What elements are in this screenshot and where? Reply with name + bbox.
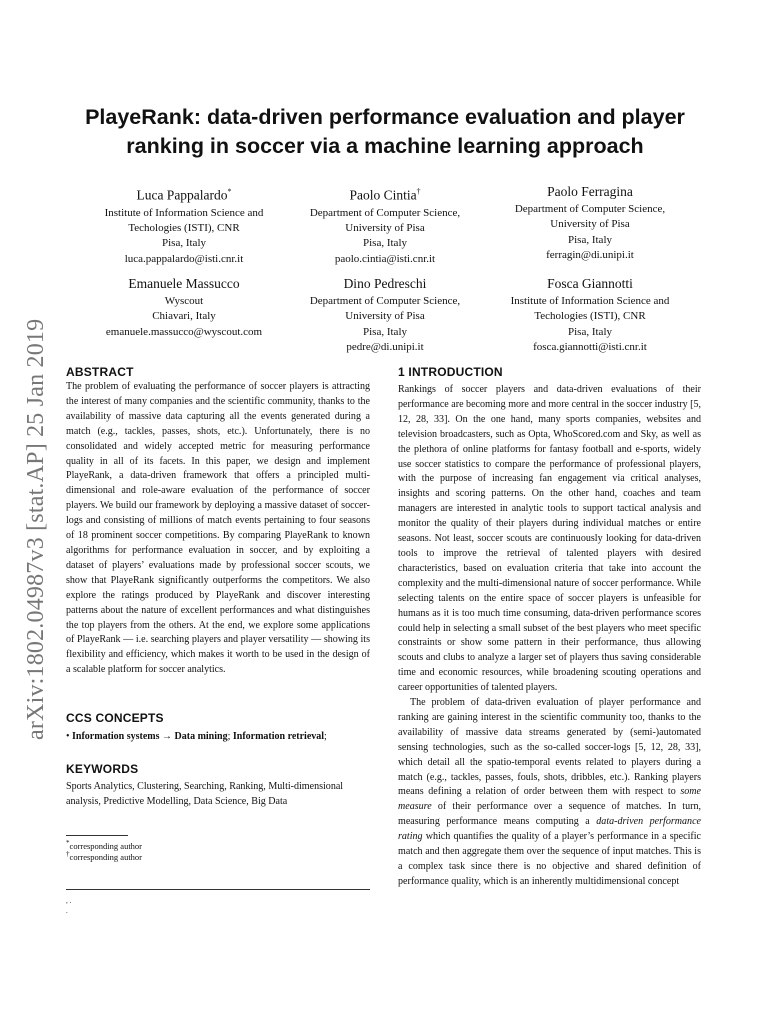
author-email: paolo.cintia@isti.cnr.it (334, 252, 436, 265)
ccs-heading: CCS CONCEPTS (66, 711, 164, 725)
author-affiliation: University of Pisa (345, 310, 425, 323)
keywords-text: Sports Analytics, Clustering, Searching, Ranking, Multi-dimensional analysis, Predictive Modelling, Data Science, Big Data (66, 781, 344, 807)
abstract-text: The problem of evaluating the performance of soccer players is attracting the interest of many companies and the scientific community, thanks to the availability of massive data capturing all the events generated during a match (e.g., tackles, passes, shots, etc.). Unfortunately, there is no consolidated and widely accepted metric for measuring performance quality in all of its facets. In this paper, we design and implement PlayeRank, a data-driven framework that offers a principled multi-dimensional and role-aware evaluation of the performance of soccer players. We build our framework by deploying a massive dataset of soccer-logs and consisting of millions of match events pertaining to four seasons of 18 prominent soccer competitions. By comparing PlayeRank to known algorithms for performance evaluation in soccer, and by exploiting a dataset of players’ evaluations made by professional soccer scouts, we show that PlayeRank significantly outperforms the competitors. We also explore the ratings produced by PlayeRank and discover interesting patterns about the nature of excellent performances and what distinguishes the top players from the others. At the end, we explore some applications of PlayeRank — i.e. searching players and player versatility — showing its flexibility and efficiency, which makes it worth to be used in the design of a scalable platform for soccer analytics. (66, 381, 370, 676)
intro-paragraph-2: The problem of data-driven evaluation of player performance and ranking are gaining interest in the scientific community too, thanks to the availability of massive data streams generated by (semi-)automated sensing technologies, such as the so-called soccer-logs [5, 12, 28, 33], which detail all the spatio-temporal events related to players during a match (e.g., tackles, passes, fouls, shots, dribbles, etc.). Ranking players means defining a relation of order between them with respect to some measure of their performance over a sequence of matches. In turn, measuring performance means computing a data-driven performance rating which quantifies the quality of a player’s performance in a specific match and then aggregate them over the sequence of input matches. This is a complex task since there is no objective and shared definition of performance quality, which is an inherently multidimensional concept (398, 697, 701, 887)
author-block (84, 182, 284, 267)
author-location: Chiavari, Italy (152, 310, 216, 323)
author-block (285, 182, 485, 267)
author-affiliation: Department of Computer Science, (309, 206, 461, 219)
author-mark: † (416, 187, 421, 196)
author-affiliation: Wyscout (164, 295, 204, 307)
author-name: Paolo Ferragina (547, 184, 633, 199)
copyright-mark: , . (66, 897, 72, 905)
keywords-heading: KEYWORDS (66, 762, 139, 776)
author-location: Pisa, Italy (568, 325, 612, 338)
keywords-section (66, 761, 370, 810)
author-affiliation: University of Pisa (345, 221, 425, 234)
author-location: Pisa, Italy (162, 237, 206, 250)
author-name: Paolo Cintia† (349, 187, 421, 203)
footnote: *corresponding author (66, 839, 143, 851)
introduction-section (398, 364, 701, 890)
author-affiliation: Institute of Information Science and (104, 206, 264, 219)
author-affiliation: Techologies (ISTI), CNR (128, 221, 240, 234)
author-block (490, 274, 690, 356)
author-name: Fosca Giannotti (547, 276, 633, 291)
author-affiliation: University of Pisa (550, 218, 630, 231)
ccs-section (66, 710, 370, 744)
author-block (490, 182, 690, 264)
footnote: †corresponding author (66, 850, 143, 862)
arxiv-identifier: arXiv:1802.04987v3 [stat.AP] 25 Jan 2019 (23, 318, 49, 740)
author-affiliation: Department of Computer Science, (514, 203, 666, 215)
paper-title (66, 103, 704, 161)
copyright-rule (66, 889, 370, 890)
author-block (78, 274, 290, 340)
introduction-heading: 1 INTRODUCTION (398, 365, 503, 379)
author-name: Dino Pedreschi (343, 276, 427, 291)
footnote-rule (66, 835, 128, 836)
abstract-section (66, 364, 370, 678)
author-location: Pisa, Italy (363, 237, 407, 250)
author-name: Emanuele Massucco (128, 276, 240, 291)
author-name: Luca Pappalardo* (136, 187, 232, 203)
author-location: Pisa, Italy (363, 325, 407, 338)
copyright-mark: . (66, 907, 68, 915)
author-block (285, 274, 485, 356)
author-mark: * (227, 187, 232, 196)
author-email: luca.pappalardo@isti.cnr.it (124, 252, 244, 265)
author-email: fosca.giannotti@isti.cnr.it (533, 341, 647, 354)
ccs-concepts: • Information systems → Data mining; Information retrieval; (66, 731, 327, 742)
author-email: pedre@di.unipi.it (346, 341, 424, 354)
author-affiliation: Institute of Information Science and (510, 295, 670, 307)
author-affiliation: Department of Computer Science, (309, 295, 461, 307)
title-line-1: PlayeRank: data-driven performance evaluation and player (85, 105, 685, 129)
abstract-heading: ABSTRACT (66, 365, 134, 379)
author-affiliation: Techologies (ISTI), CNR (534, 310, 646, 323)
intro-paragraph-1: Rankings of soccer players and data-driven evaluations of their performance are becoming more and more central in the soccer industry [5, 12, 28, 33]. On the one hand, many sports companies, websites and television broadcasters, such as Opta, WhoScored.com and Sky, as well as the plethora of online platforms for fantasy football and e-sports, widely use soccer statistics to compare the performance of professional players, with the purpose of increasing fan engagement via critical analyses, insights and scoring patterns. On the other hand, coaches and team managers are interested in analytic tools to support tactical analysis and monitor the quality of their players during individual matches or entire seasons. Not least, soccer scouts are continuously looking for data-driven tools to improve the retrieval of talented players with desired characteristics, based on evaluation criteria that take into account the complexity and the multi-dimensional nature of soccer performance. While selecting talents on the entire space of soccer players is unfeasible for humans as it is too much time consuming, data-driven performance scores could help in selecting a small subset of the best players who meet specific constraints or show some pattern in their performance, thus allowing scouts and clubs to analyze a larger set of players thus saving considerable time and economic resources, while broadening scouting operations and career opportunities of talented players. (398, 384, 701, 694)
author-location: Pisa, Italy (568, 233, 612, 246)
title-line-2: ranking in soccer via a machine learning approach (126, 134, 644, 158)
author-email: emanuele.massucco@wyscout.com (105, 325, 263, 338)
author-email: ferragin@di.unipi.it (546, 249, 634, 262)
